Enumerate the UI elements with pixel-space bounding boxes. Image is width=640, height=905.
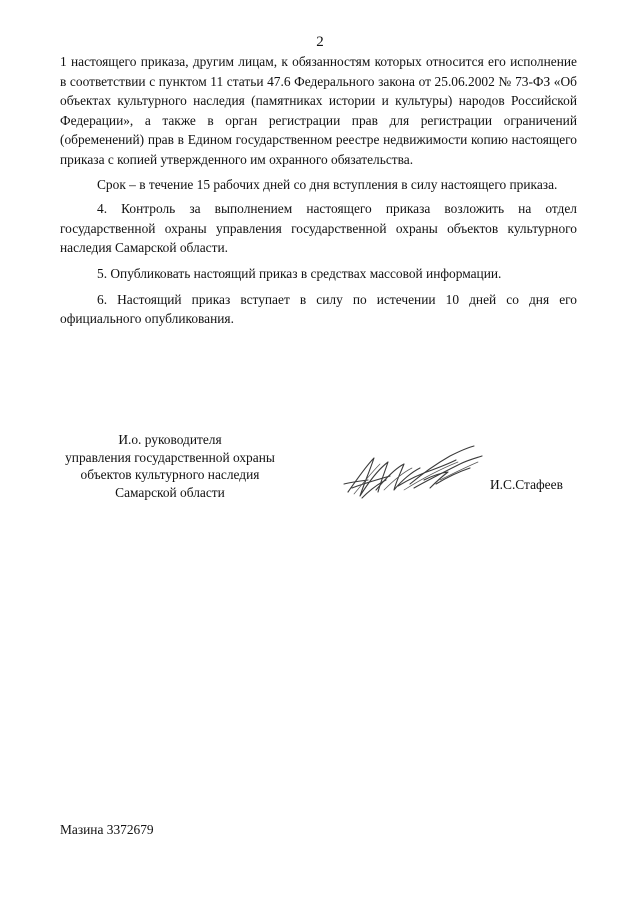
signatory-position-line: объектов культурного наследия — [80, 467, 260, 482]
signatory-name: И.С.Стафеев — [490, 477, 563, 492]
paragraph-item-6: 6. Настоящий приказ вступает в силу по истечении 10 дней со дня его официального опубликования. — [60, 291, 577, 327]
paragraph-item-4: 4. Контроль за выполнением настоящего приказа возложить на отдел государственной охраны управления государственной охраны объектов культурного наследия Самарской области. — [60, 201, 577, 256]
paragraph-deadline: Срок – в течение 15 рабочих дней со дня вступления в силу настоящего приказа. — [97, 176, 558, 192]
page-number: 2 — [316, 34, 324, 50]
executor-contact: Мазина 3372679 — [60, 822, 154, 837]
handwritten-signature — [340, 440, 490, 510]
paragraph-item-5: 5. Опубликовать настоящий приказ в средствах массовой информации. — [97, 265, 502, 281]
signatory-position-line: И.о. руководителя — [118, 432, 222, 447]
document-body — [60, 52, 577, 329]
signatory-position — [50, 431, 290, 501]
signatory-position-line: управления государственной охраны — [65, 449, 275, 465]
signatory-position-line: Самарской области — [115, 484, 225, 500]
paragraph-continuation: 1 настоящего приказа, другим лицам, к обязанностям которых относится его исполнение в соответствии с пунктом 11 статьи 47.6 Федерального закона от 25.06.2002 № 73-ФЗ «Об объектах культурного наследия (памятниках истории и культуры) народов Российской Федерации», а также в орган регистрации прав для регистрации ограничений (обременений) прав в Едином государственном реестре недвижимости копию настоящего приказа с копией утвержденного им охранного обязательства. — [60, 54, 577, 167]
